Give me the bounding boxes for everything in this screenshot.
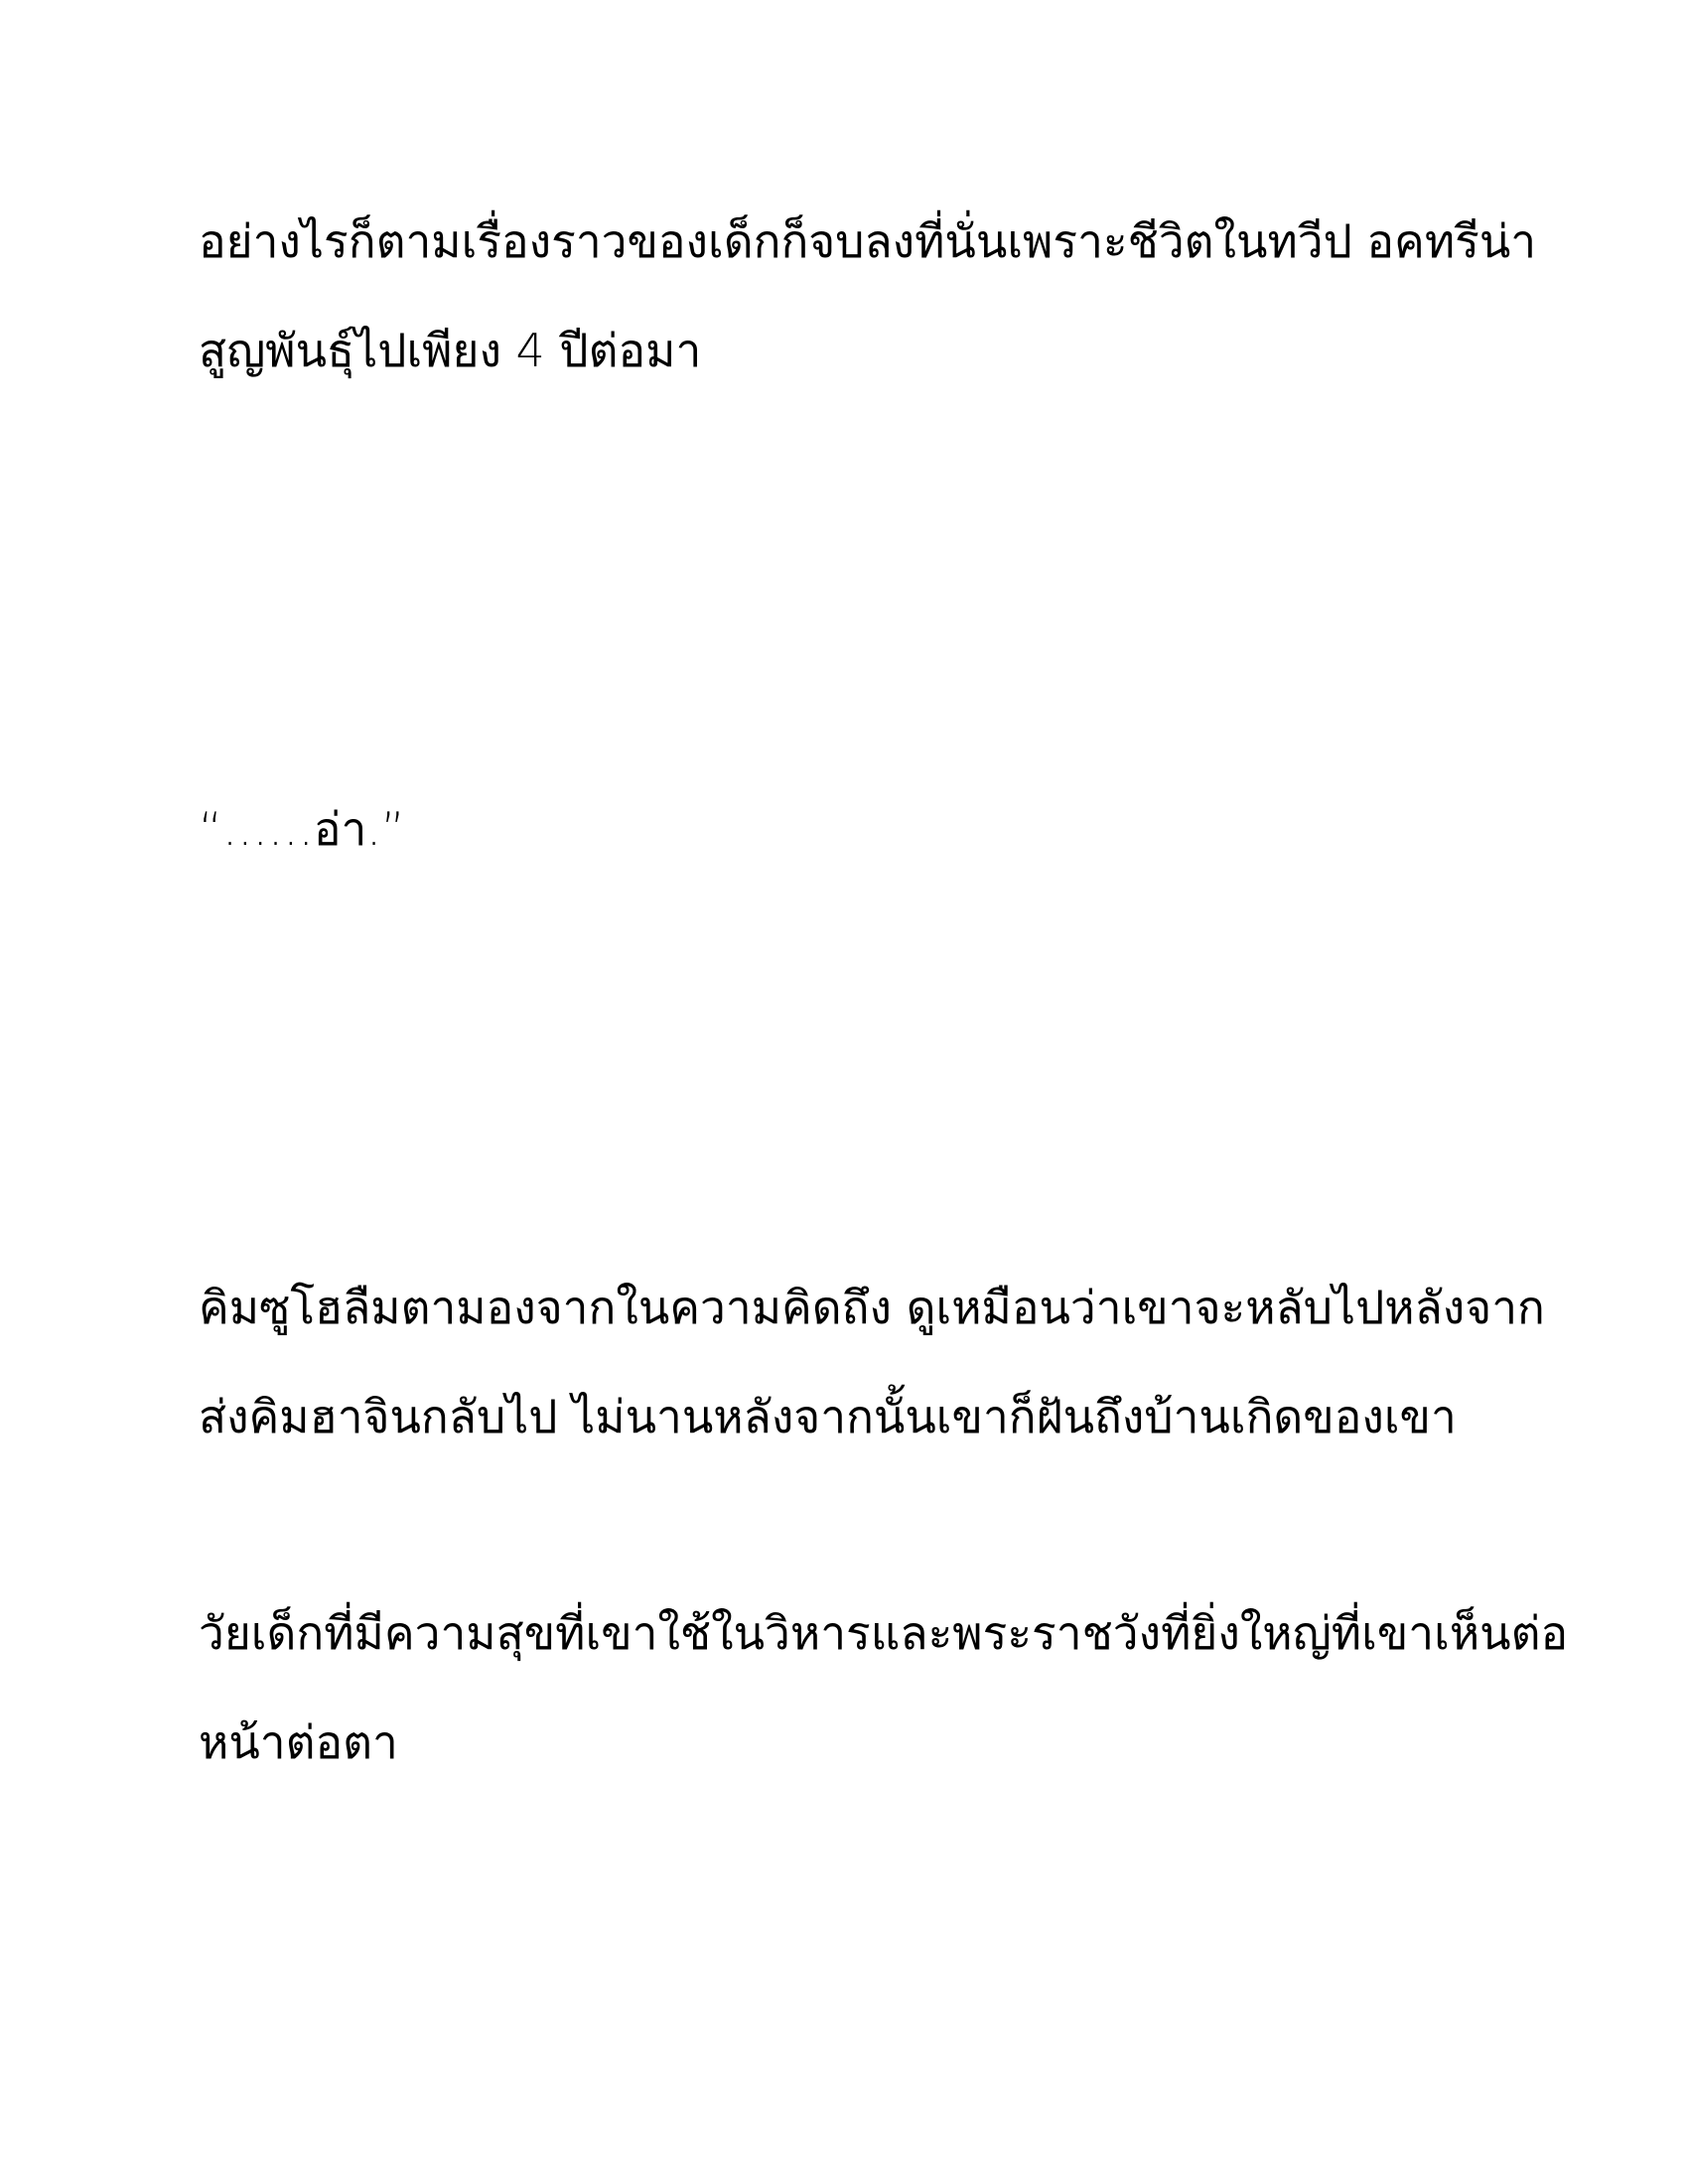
paragraph-dialogue: [199, 774, 1489, 884]
paragraph-story-ending: [199, 187, 1537, 405]
paragraph-line: วัยเด็กที่มีความสุขที่เขาใช้ในวิหารและพระราชวังที่ยิ่งใหญ่ที่เขาเห็นต่อ: [199, 1606, 1569, 1660]
paragraph-line: อย่างไรก็ตามเรื่องราวของเด็กก็จบลงที่นั่นเพราะชีวิตในทวีป อคทรีน่า: [199, 214, 1537, 268]
paragraph-childhood: [199, 1578, 1569, 1797]
paragraph-line: คิมซูโฮลืมตามองจากในความคิดถึง ดูเหมือนว่าเขาจะหลับไปหลังจาก: [199, 1281, 1545, 1334]
paragraph-waking: [199, 1253, 1545, 1471]
paragraph-line: สูญพันธุ์ไปเพียง 4 ปีต่อมา: [199, 324, 702, 377]
paragraph-line: “……อ่า.”: [199, 802, 405, 856]
paragraph-line: ส่งคิมฮาจินกลับไป ไม่นานหลังจากนั้นเขาก็ฝันถึงบ้านเกิดของเขา: [199, 1390, 1457, 1443]
paragraph-line: หน้าต่อตา: [199, 1715, 398, 1769]
